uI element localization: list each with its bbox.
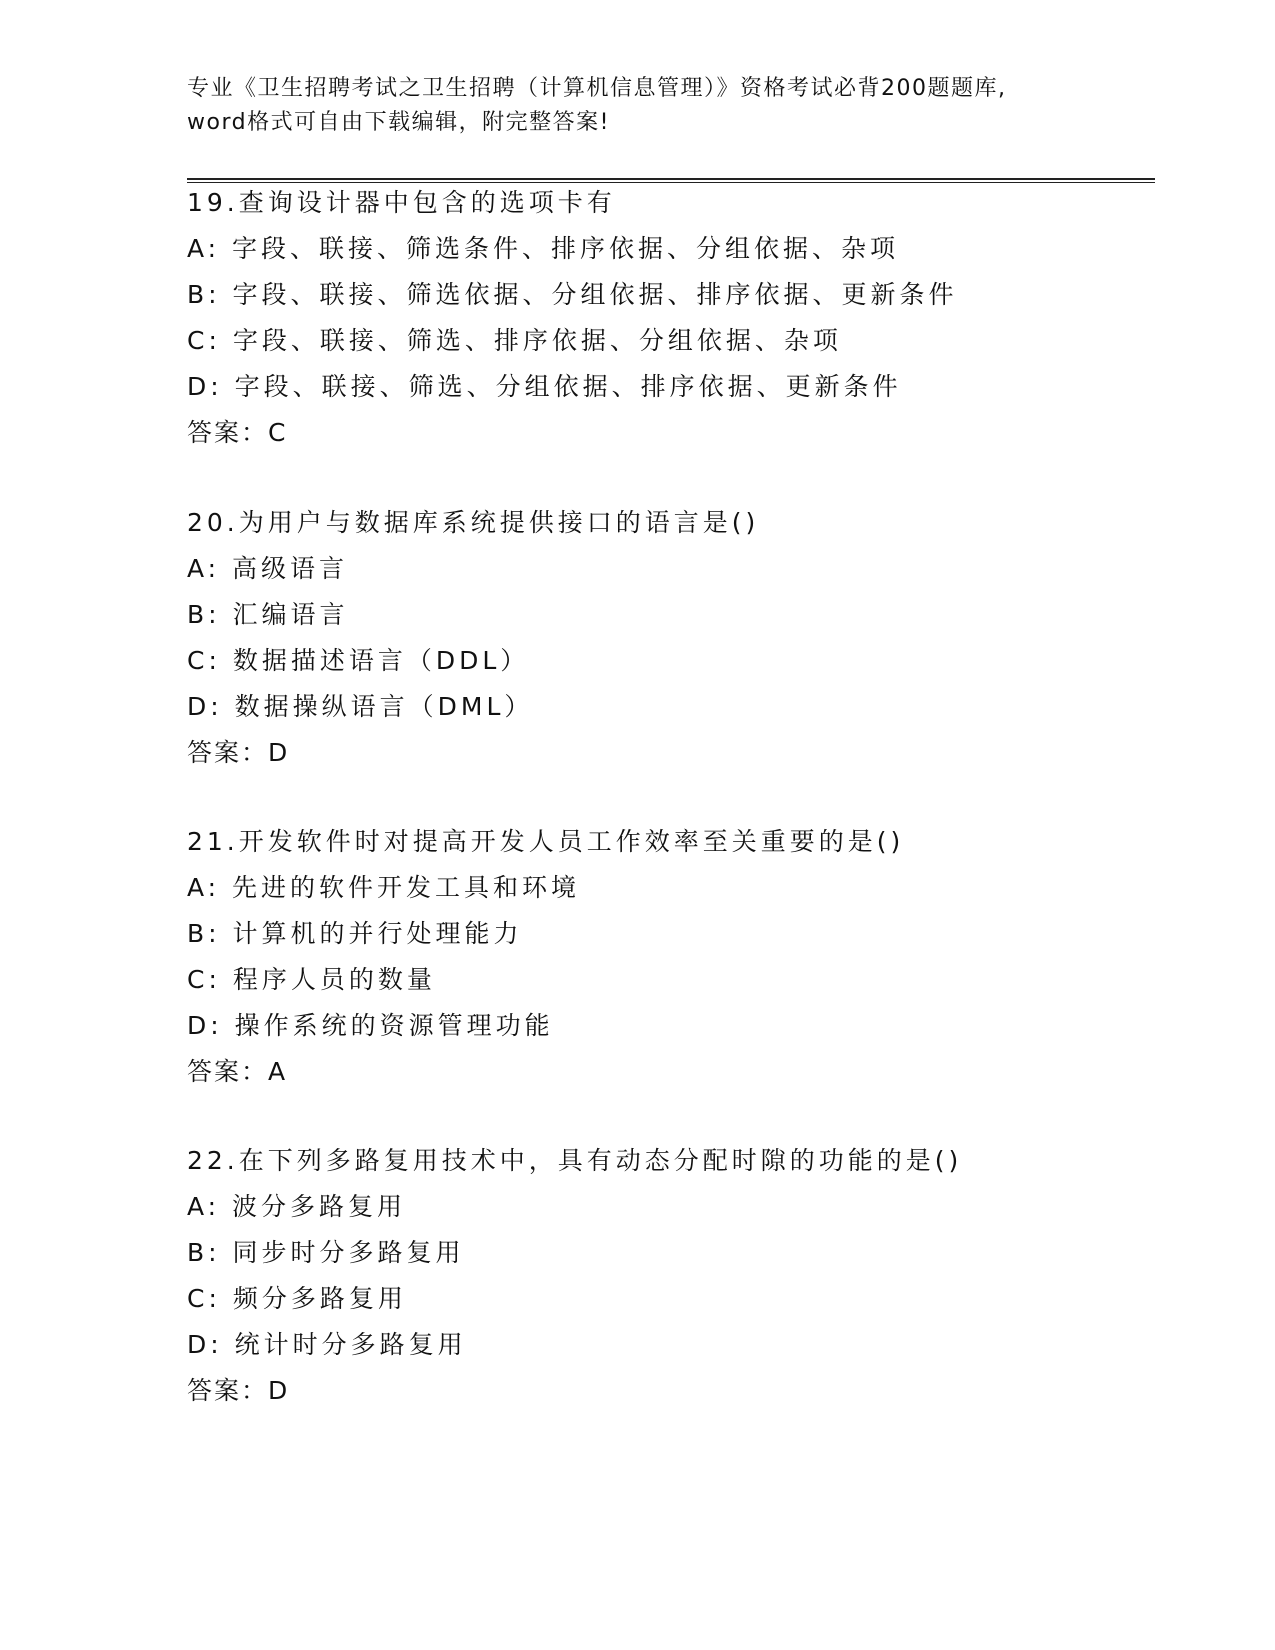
question-block (187, 819, 1167, 1095)
question-block (187, 500, 1167, 776)
option-c: C: 数据描述语言（DDL） (187, 646, 530, 675)
option-a: A: 波分多路复用 (187, 1192, 407, 1221)
option-b: B: 同步时分多路复用 (187, 1238, 465, 1267)
header-line-1: 专业《卫生招聘考试之卫生招聘（计算机信息管理）》资格考试必背200题题库, (187, 76, 1007, 101)
option-c: C: 字段、联接、筛选、排序依据、分组依据、杂项 (187, 326, 842, 355)
option-a: A: 字段、联接、筛选条件、排序依据、分组依据、杂项 (187, 234, 900, 263)
question-stem: 22.在下列多路复用技术中，具有动态分配时隙的功能的是() (187, 1146, 963, 1175)
option-d: D: 操作系统的资源管理功能 (187, 1011, 554, 1040)
option-b: B: 字段、联接、筛选依据、分组依据、排序依据、更新条件 (187, 280, 958, 309)
option-c: C: 程序人员的数量 (187, 965, 436, 994)
question-stem: 21.开发软件时对提高开发人员工作效率至关重要的是() (187, 827, 905, 856)
answer-line: 答案：D (187, 738, 290, 767)
answer-line: 答案：A (187, 1057, 288, 1086)
option-b: B: 计算机的并行处理能力 (187, 919, 523, 948)
question-block (187, 1138, 1167, 1414)
question-block (187, 180, 1167, 456)
document-header (187, 72, 1087, 140)
option-d: D: 字段、联接、筛选、分组依据、排序依据、更新条件 (187, 372, 902, 401)
option-d: D: 数据操纵语言（DML） (187, 692, 534, 721)
option-c: C: 频分多路复用 (187, 1284, 407, 1313)
question-stem: 19.查询设计器中包含的选项卡有 (187, 188, 616, 217)
answer-line: 答案：C (187, 418, 288, 447)
answer-line: 答案：D (187, 1376, 290, 1405)
option-b: B: 汇编语言 (187, 600, 349, 629)
option-d: D: 统计时分多路复用 (187, 1330, 467, 1359)
header-line-2: word格式可自由下载编辑，附完整答案! (187, 110, 610, 135)
option-a: A: 高级语言 (187, 554, 349, 583)
option-a: A: 先进的软件开发工具和环境 (187, 873, 581, 902)
question-stem: 20.为用户与数据库系统提供接口的语言是() (187, 508, 760, 537)
